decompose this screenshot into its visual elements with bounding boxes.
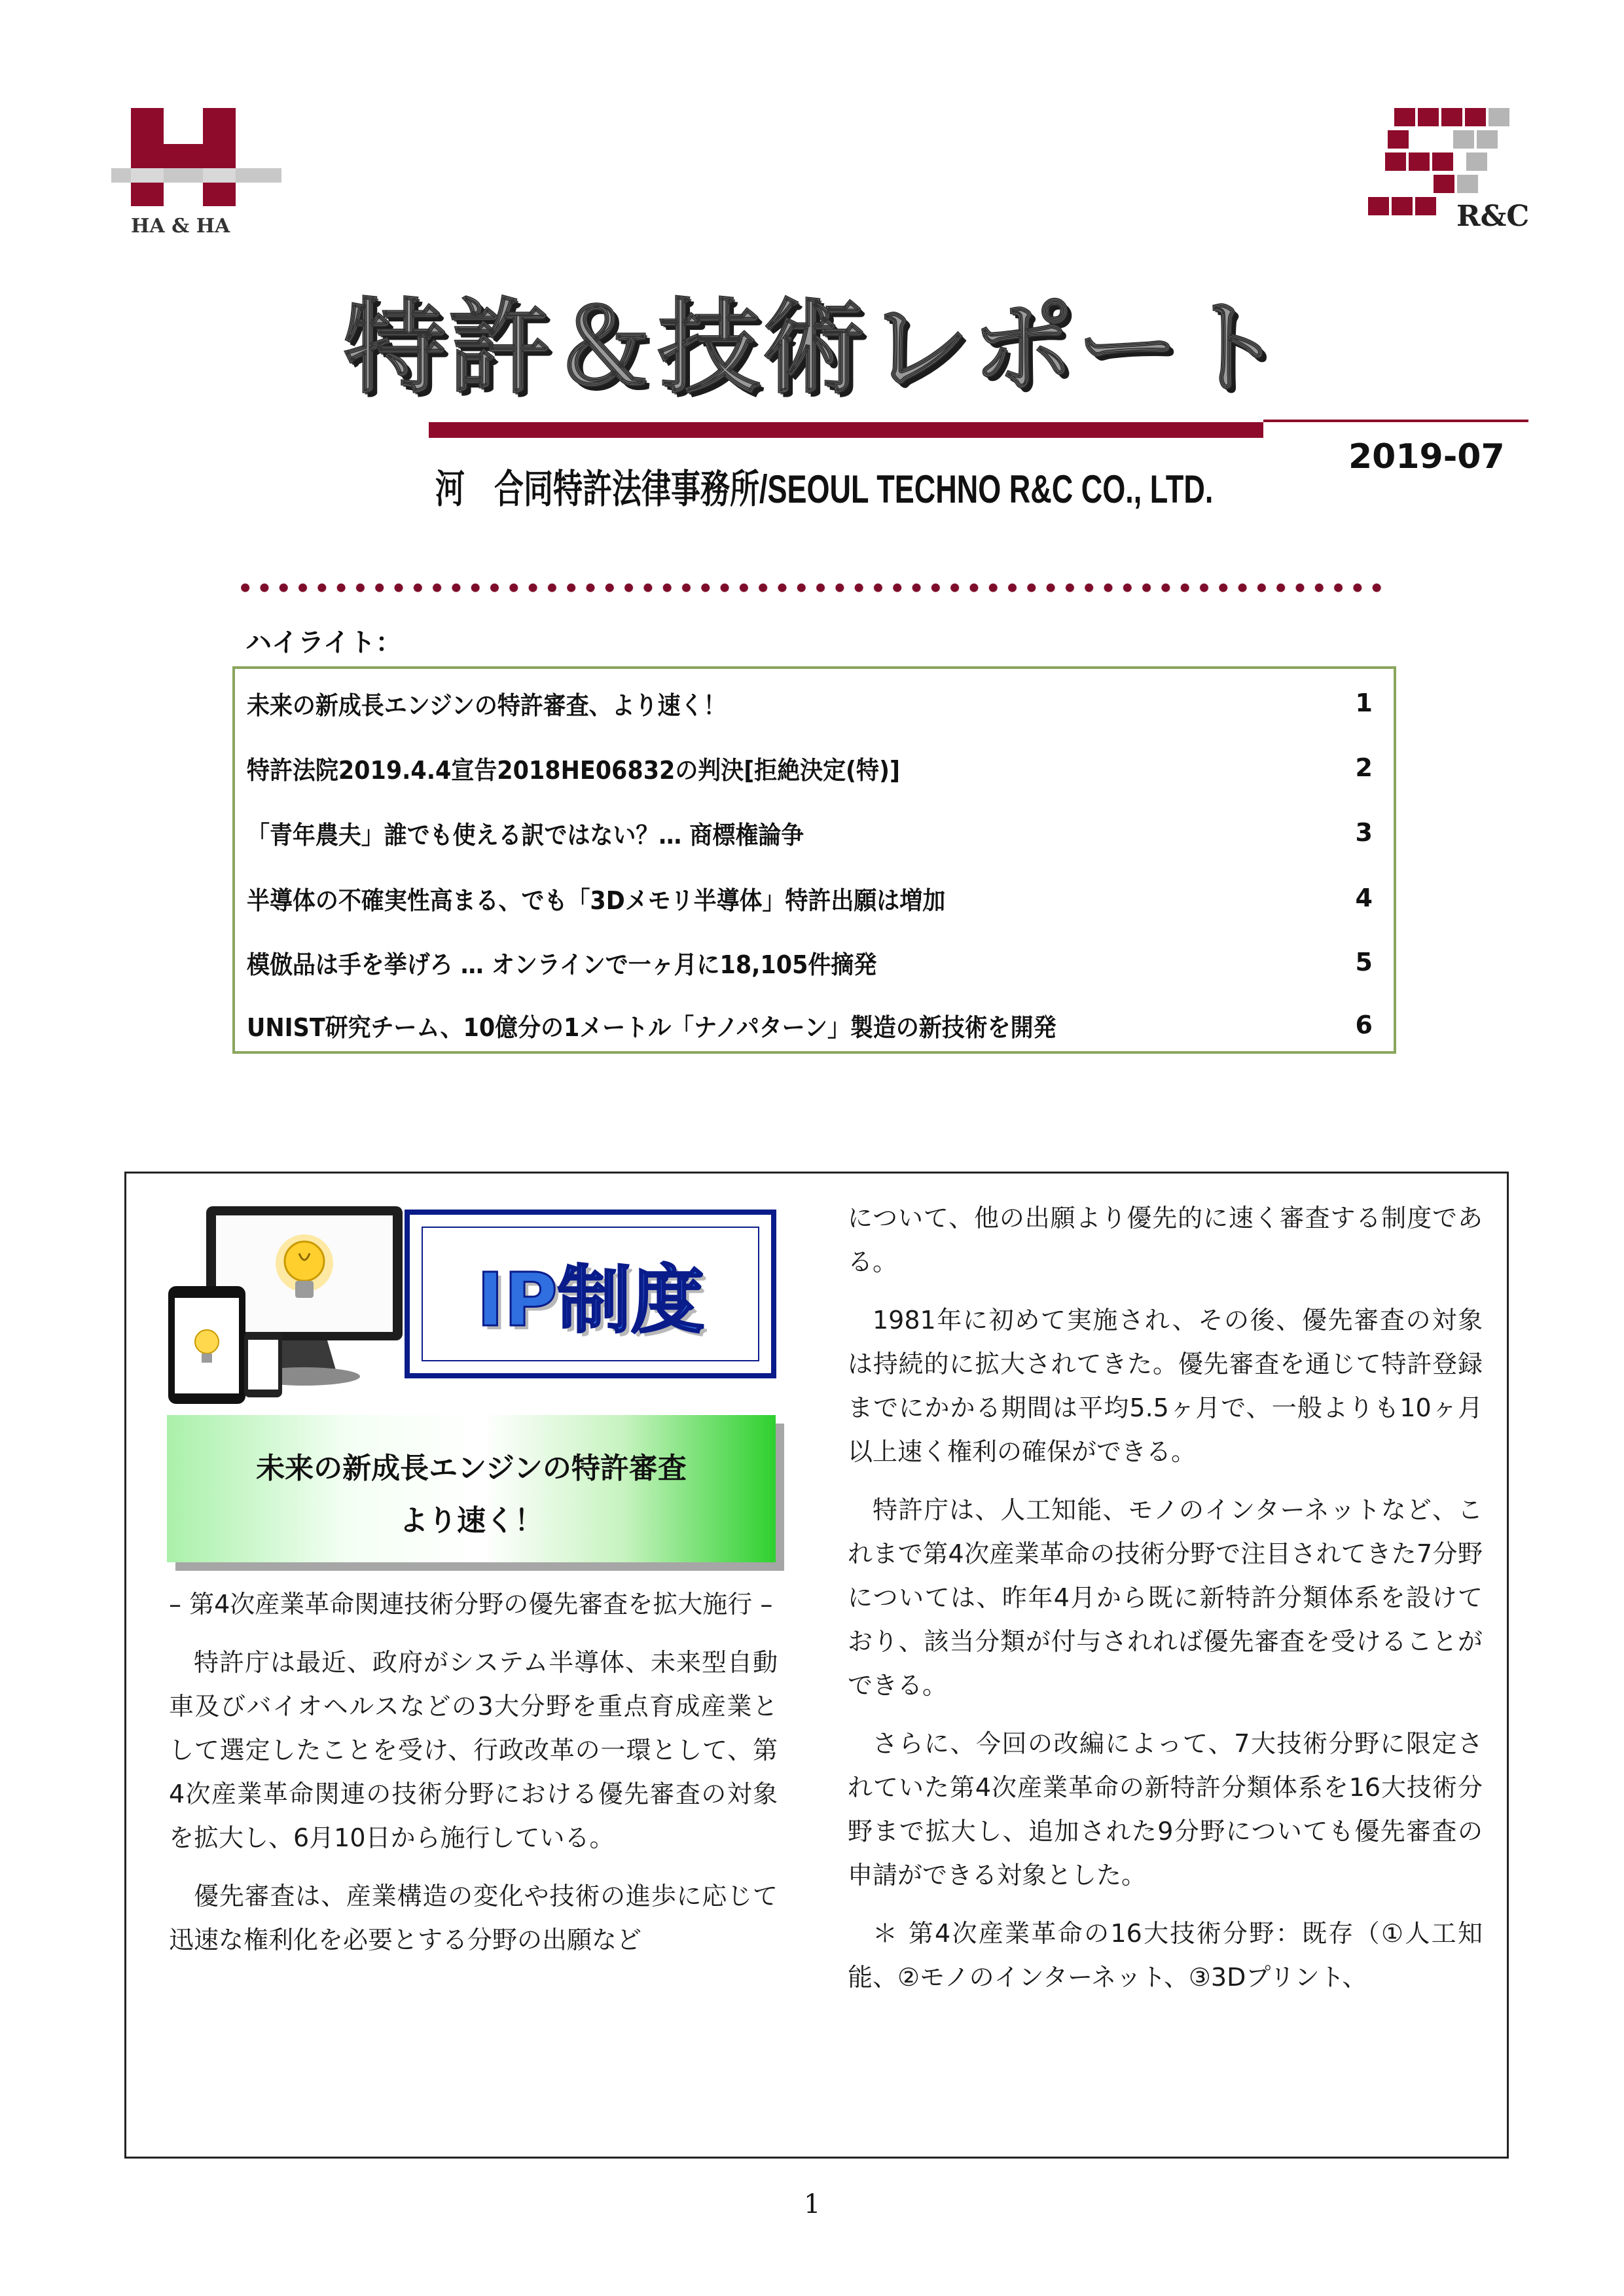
article-left-column: [169, 1583, 778, 1977]
highlight-item[interactable]: [247, 748, 1373, 787]
article-paragraph: さらに、今回の改編によって、7大技術分野に限定されていた第4次産業革命の新特許分類体系を16大技術分野まで拡大し、追加された9分野についても優先審査の申請ができる対象とした。: [848, 1729, 1483, 1890]
title-rule: [429, 422, 1263, 438]
article-paragraph: ＊ 第4次産業革命の16大技術分野：既存（①人工知能、②モノのインターネット、③3Dプリント、: [848, 1919, 1483, 1992]
report-title: 特許＆技術レポート: [344, 288, 1286, 407]
highlight-page: 5: [1355, 948, 1373, 977]
dotted-divider: [236, 583, 1388, 593]
devices-lightbulb-icon: [167, 1201, 416, 1417]
article-paragraph: について、他の出願より優先的に速く審査する制度である。: [848, 1204, 1483, 1276]
article-paragraph: 1981年に初めて実施され、その後、優先審査の対象は持続的に拡大されてきた。優先審査を通じて特許登録までにかかる期間は平均5.5ヶ月で、一般よりも10ヶ月以上速く権利の確保ができる。: [848, 1306, 1483, 1466]
firm-name: 河 合同特許法律事務所/SEOUL TECHNO R&C CO., LTD.: [435, 467, 1214, 511]
highlight-item[interactable]: [247, 1005, 1373, 1045]
highlight-title: 半導体の不確実性高まる、でも「3Dメモリ半導体」特許出願は増加: [247, 886, 946, 915]
highlight-item[interactable]: [247, 942, 1373, 982]
highlight-title: 「青年農夫」誰でも使える訳ではない？… 商標権論争: [247, 820, 804, 850]
headline-line-2: より速く！: [399, 1504, 543, 1537]
highlight-title: 未来の新成長エンジンの特許審査、より速く！: [247, 691, 727, 720]
article-right-column: [848, 1196, 1483, 2014]
highlights-box: [232, 666, 1396, 1054]
highlight-item[interactable]: [247, 683, 1373, 723]
ip-badge: [405, 1210, 776, 1378]
highlight-page: 3: [1355, 818, 1373, 847]
logo-right-caption: R&C: [1456, 200, 1530, 233]
article-subtitle: – 第4次産業革命関連技術分野の優先審査を拡大施行 –: [169, 1590, 773, 1619]
title-rule-thin: [1263, 420, 1528, 422]
article-paragraph: 特許庁は、人工知能、モノのインターネットなど、これまで第4次産業革命の技術分野で注目されてきた7分野については、昨年4月から既に新特許分類体系を設けており、該当分類が付与されれば優先審査を受けることができる。: [848, 1496, 1483, 1700]
ip-badge-text: IP制度: [477, 1257, 704, 1343]
issue-number: 2019-07: [1348, 437, 1505, 476]
highlight-title: 模倣品は手を挙げろ … オンラインで一ヶ月に18,105件摘発: [247, 950, 877, 979]
article-paragraph: 特許庁は最近、政府がシステム半導体、未来型自動車及びバイオヘルスなどの3大分野を重点育成産業として選定したことを受け、行政改革の一環として、第4次産業革命関連の技術分野における優先審査の対象を拡大し、6月10日から施行している。: [169, 1648, 778, 1852]
highlight-title: UNIST研究チーム、10億分の1メートル「ナノパターン」製造の新技術を開発: [247, 1013, 1056, 1042]
headline-line-1: 未来の新成長エンジンの特許審査: [256, 1452, 687, 1485]
logo-left-caption: HA & HA: [131, 215, 230, 238]
highlights-label: ハイライト：: [245, 628, 402, 658]
highlight-page: 6: [1355, 1011, 1373, 1039]
highlight-item[interactable]: [247, 878, 1373, 918]
highlight-page: 4: [1355, 884, 1373, 912]
highlight-page: 2: [1355, 753, 1373, 782]
headline-box: [167, 1415, 776, 1562]
page-number: 1: [804, 2189, 821, 2219]
highlight-item[interactable]: [247, 813, 1373, 852]
article-paragraph: 優先審査は、産業構造の変化や技術の進歩に応じて迅速な権利化を必要とする分野の出願など: [169, 1882, 778, 1954]
highlight-page: 1: [1355, 689, 1373, 717]
highlight-title: 特許法院2019.4.4宣告2018HE06832の判決[拒絶決定(特)]: [247, 755, 900, 785]
